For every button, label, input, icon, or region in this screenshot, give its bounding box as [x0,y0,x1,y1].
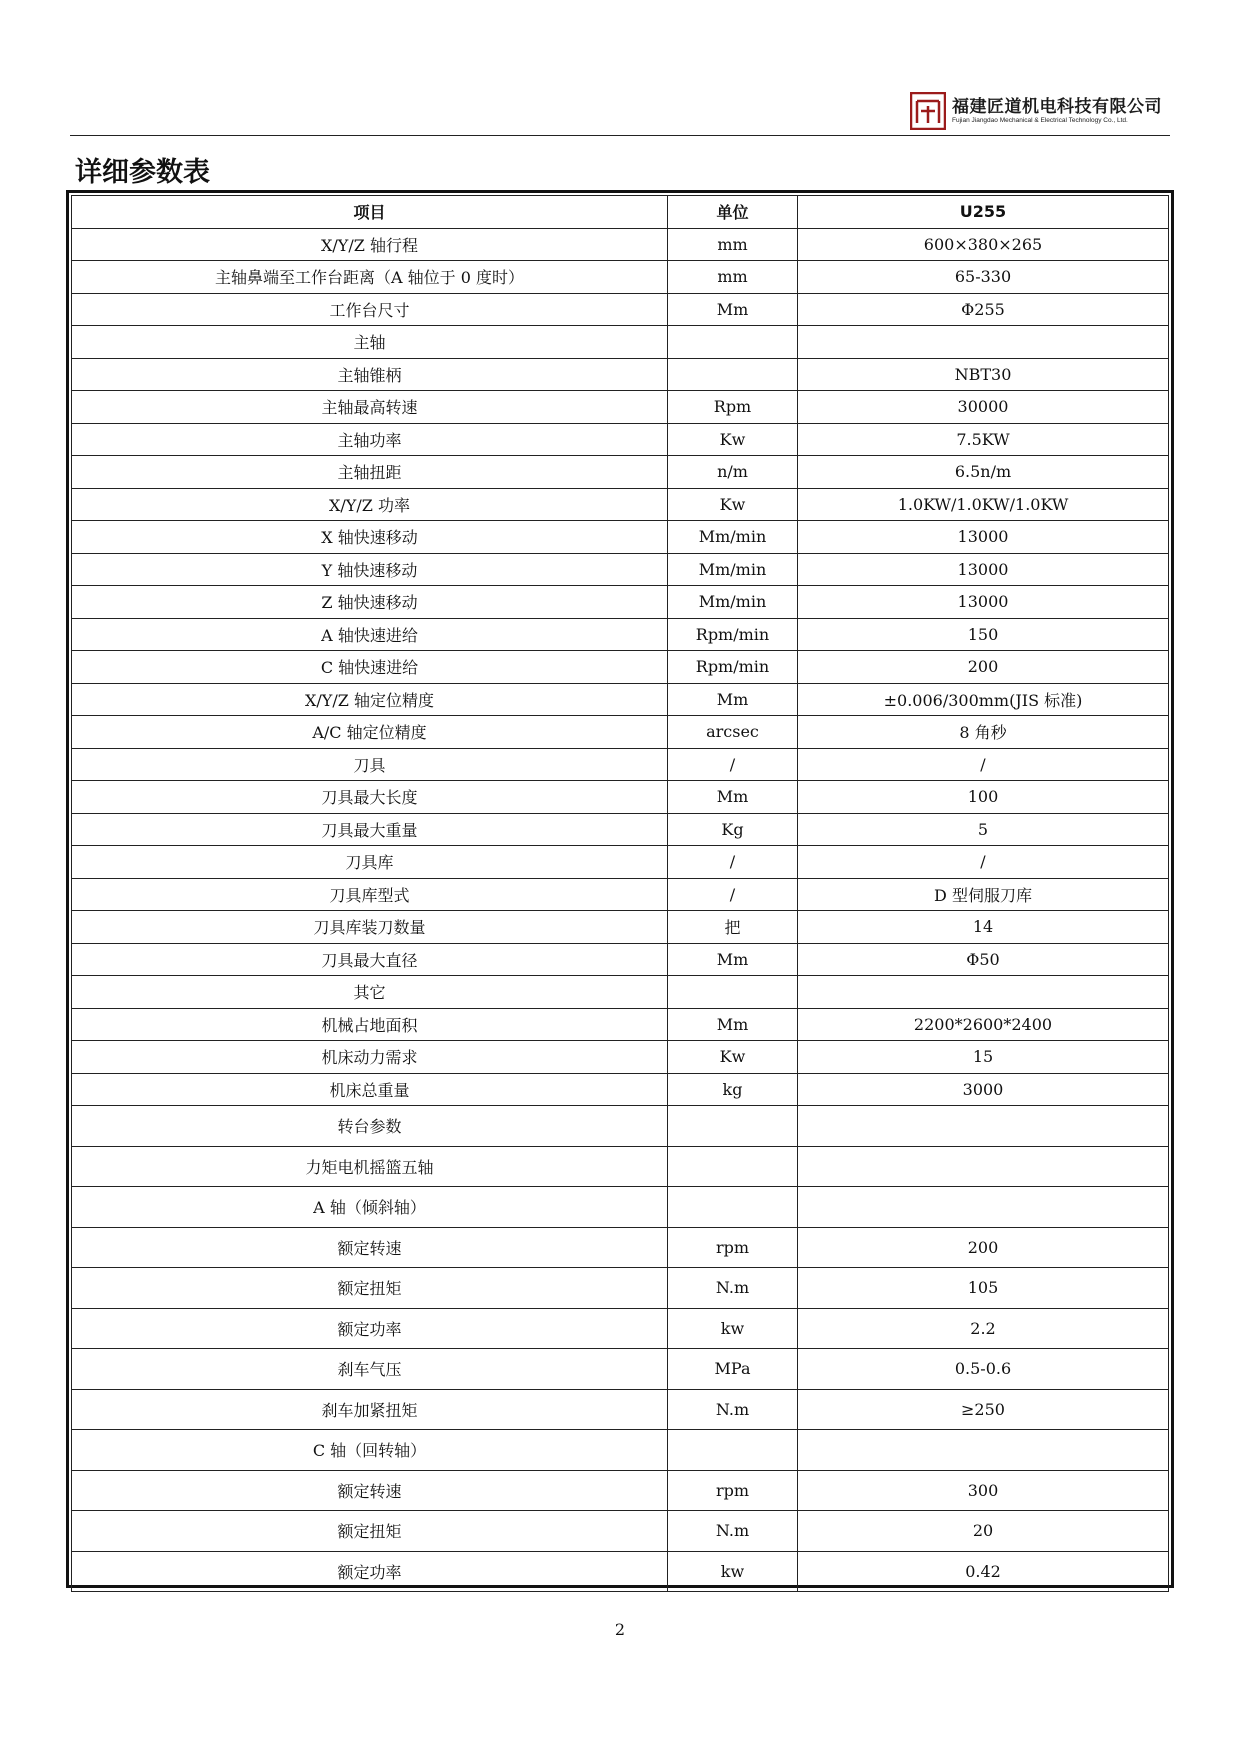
item-cell: 主轴功率 [72,423,668,456]
company-name-cn: 福建匠道机电科技有限公司 [952,97,1162,117]
table-row [72,813,1169,846]
unit-cell: Mm/min [668,553,798,586]
unit-cell: Rpm/min [668,651,798,684]
item-cell: 额定扭矩 [72,1268,668,1309]
header-item: 项目 [72,196,668,229]
item-cell: 刀具库装刀数量 [72,911,668,944]
item-cell: C 轴快速进给 [72,651,668,684]
value-cell: 200 [798,1227,1169,1268]
company-name-en: Fujian Jiangdao Mechanical & Electrical Technology Co., Ltd. [952,117,1128,124]
logo-text [952,97,1162,125]
value-cell: 150 [798,618,1169,651]
item-cell: 机床动力需求 [72,1041,668,1074]
table-row [72,618,1169,651]
unit-cell: Mm/min [668,521,798,554]
unit-cell: Kw [668,488,798,521]
unit-cell [668,1146,798,1187]
table-row [72,1389,1169,1430]
unit-cell [668,358,798,391]
item-cell: 工作台尺寸 [72,293,668,326]
item-cell: 额定功率 [72,1551,668,1592]
header-unit: 单位 [668,196,798,229]
value-cell: Φ255 [798,293,1169,326]
unit-cell [668,1106,798,1147]
table-row [72,521,1169,554]
value-cell: D 型伺服刀库 [798,878,1169,911]
table-row [72,456,1169,489]
item-cell: A 轴快速进给 [72,618,668,651]
table-row [72,1470,1169,1511]
item-cell: 刀具最大直径 [72,943,668,976]
unit-cell [668,1430,798,1471]
unit-cell: n/m [668,456,798,489]
item-cell: 转台参数 [72,1106,668,1147]
table-row [72,293,1169,326]
table-header-row [72,196,1169,229]
value-cell: 30000 [798,391,1169,424]
table-row [72,846,1169,879]
value-cell [798,1187,1169,1228]
unit-cell [668,976,798,1009]
unit-cell: N.m [668,1511,798,1552]
value-cell [798,1106,1169,1147]
table-row [72,1227,1169,1268]
value-cell: 2.2 [798,1308,1169,1349]
unit-cell: N.m [668,1268,798,1309]
table-row [72,1008,1169,1041]
value-cell: 13000 [798,521,1169,554]
value-cell: 15 [798,1041,1169,1074]
value-cell [798,1146,1169,1187]
table-row [72,943,1169,976]
item-cell: A/C 轴定位精度 [72,716,668,749]
table-row [72,326,1169,359]
item-cell: X/Y/Z 功率 [72,488,668,521]
unit-cell: rpm [668,1470,798,1511]
unit-cell: rpm [668,1227,798,1268]
value-cell: 300 [798,1470,1169,1511]
table-row [72,781,1169,814]
unit-cell: 把 [668,911,798,944]
value-cell [798,1430,1169,1471]
item-cell: 刀具 [72,748,668,781]
item-cell: 主轴最高转速 [72,391,668,424]
unit-cell [668,1187,798,1228]
item-cell: Y 轴快速移动 [72,553,668,586]
unit-cell: Rpm [668,391,798,424]
table-row [72,748,1169,781]
company-logo-icon [910,92,946,130]
value-cell: 5 [798,813,1169,846]
item-cell: 刀具最大长度 [72,781,668,814]
value-cell: 2200*2600*2400 [798,1008,1169,1041]
table-row [72,683,1169,716]
value-cell: 14 [798,911,1169,944]
value-cell: 1.0KW/1.0KW/1.0KW [798,488,1169,521]
unit-cell: mm [668,228,798,261]
value-cell: 0.5-0.6 [798,1349,1169,1390]
item-cell: X 轴快速移动 [72,521,668,554]
value-cell: Φ50 [798,943,1169,976]
header-model: U255 [798,196,1169,229]
unit-cell: Rpm/min [668,618,798,651]
item-cell: 其它 [72,976,668,1009]
table-row [72,1146,1169,1187]
item-cell: 刀具最大重量 [72,813,668,846]
unit-cell: Mm [668,683,798,716]
page-number: 2 [614,1620,626,1639]
table-row [72,1187,1169,1228]
value-cell: 3000 [798,1073,1169,1106]
value-cell: 200 [798,651,1169,684]
value-cell: 0.42 [798,1551,1169,1592]
table-row [72,716,1169,749]
item-cell: 机床总重量 [72,1073,668,1106]
unit-cell: Kg [668,813,798,846]
table-row [72,1551,1169,1592]
value-cell: ≥250 [798,1389,1169,1430]
item-cell: 主轴扭距 [72,456,668,489]
table-row [72,1073,1169,1106]
table-row [72,976,1169,1009]
unit-cell: kw [668,1308,798,1349]
value-cell: 8 角秒 [798,716,1169,749]
unit-cell: Kw [668,1041,798,1074]
unit-cell: Mm [668,1008,798,1041]
table-row [72,878,1169,911]
unit-cell: Kw [668,423,798,456]
item-cell: 额定转速 [72,1470,668,1511]
table-row [72,228,1169,261]
value-cell: 105 [798,1268,1169,1309]
unit-cell: mm [668,261,798,294]
table-row [72,1430,1169,1471]
table-row [72,358,1169,391]
item-cell: Z 轴快速移动 [72,586,668,619]
table-row [72,911,1169,944]
value-cell: 65-330 [798,261,1169,294]
item-cell: X/Y/Z 轴定位精度 [72,683,668,716]
table-row [72,586,1169,619]
table-row [72,651,1169,684]
item-cell: 主轴锥柄 [72,358,668,391]
unit-cell: / [668,748,798,781]
item-cell: 额定转速 [72,1227,668,1268]
item-cell: 刀具库型式 [72,878,668,911]
item-cell: 力矩电机摇篮五轴 [72,1146,668,1187]
value-cell: ±0.006/300mm(JIS 标准) [798,683,1169,716]
item-cell: 机械占地面积 [72,1008,668,1041]
item-cell: 额定扭矩 [72,1511,668,1552]
value-cell [798,326,1169,359]
unit-cell: Mm [668,781,798,814]
unit-cell: Mm/min [668,586,798,619]
item-cell: 刹车气压 [72,1349,668,1390]
table-row [72,423,1169,456]
value-cell: 7.5KW [798,423,1169,456]
item-cell: C 轴（回转轴） [72,1430,668,1471]
value-cell: NBT30 [798,358,1169,391]
table-row [72,488,1169,521]
table-row [72,1308,1169,1349]
unit-cell: / [668,846,798,879]
spec-table-frame [66,190,1174,1588]
table-row [72,391,1169,424]
value-cell: 600×380×265 [798,228,1169,261]
unit-cell: N.m [668,1389,798,1430]
unit-cell: Mm [668,943,798,976]
section-title: 详细参数表 [75,157,210,188]
item-cell: 额定功率 [72,1308,668,1349]
page-header [70,86,1170,136]
value-cell: / [798,846,1169,879]
value-cell: 20 [798,1511,1169,1552]
unit-cell: kg [668,1073,798,1106]
value-cell: / [798,748,1169,781]
table-row [72,261,1169,294]
item-cell: 主轴鼻端至工作台距离（A 轴位于 0 度时） [72,261,668,294]
unit-cell: Mm [668,293,798,326]
value-cell: 100 [798,781,1169,814]
table-row [72,1511,1169,1552]
value-cell: 13000 [798,586,1169,619]
table-row [72,1349,1169,1390]
header-divider [70,135,1170,136]
item-cell: 刀具库 [72,846,668,879]
unit-cell: MPa [668,1349,798,1390]
company-logo [910,92,1162,130]
item-cell: A 轴（倾斜轴） [72,1187,668,1228]
table-row [72,1268,1169,1309]
value-cell: 13000 [798,553,1169,586]
unit-cell: kw [668,1551,798,1592]
unit-cell: / [668,878,798,911]
table-row [72,1106,1169,1147]
item-cell: 主轴 [72,326,668,359]
table-row [72,553,1169,586]
table-row [72,1041,1169,1074]
unit-cell [668,326,798,359]
value-cell: 6.5n/m [798,456,1169,489]
item-cell: X/Y/Z 轴行程 [72,228,668,261]
value-cell [798,976,1169,1009]
spec-table [71,195,1169,1592]
unit-cell: arcsec [668,716,798,749]
item-cell: 刹车加紧扭矩 [72,1389,668,1430]
